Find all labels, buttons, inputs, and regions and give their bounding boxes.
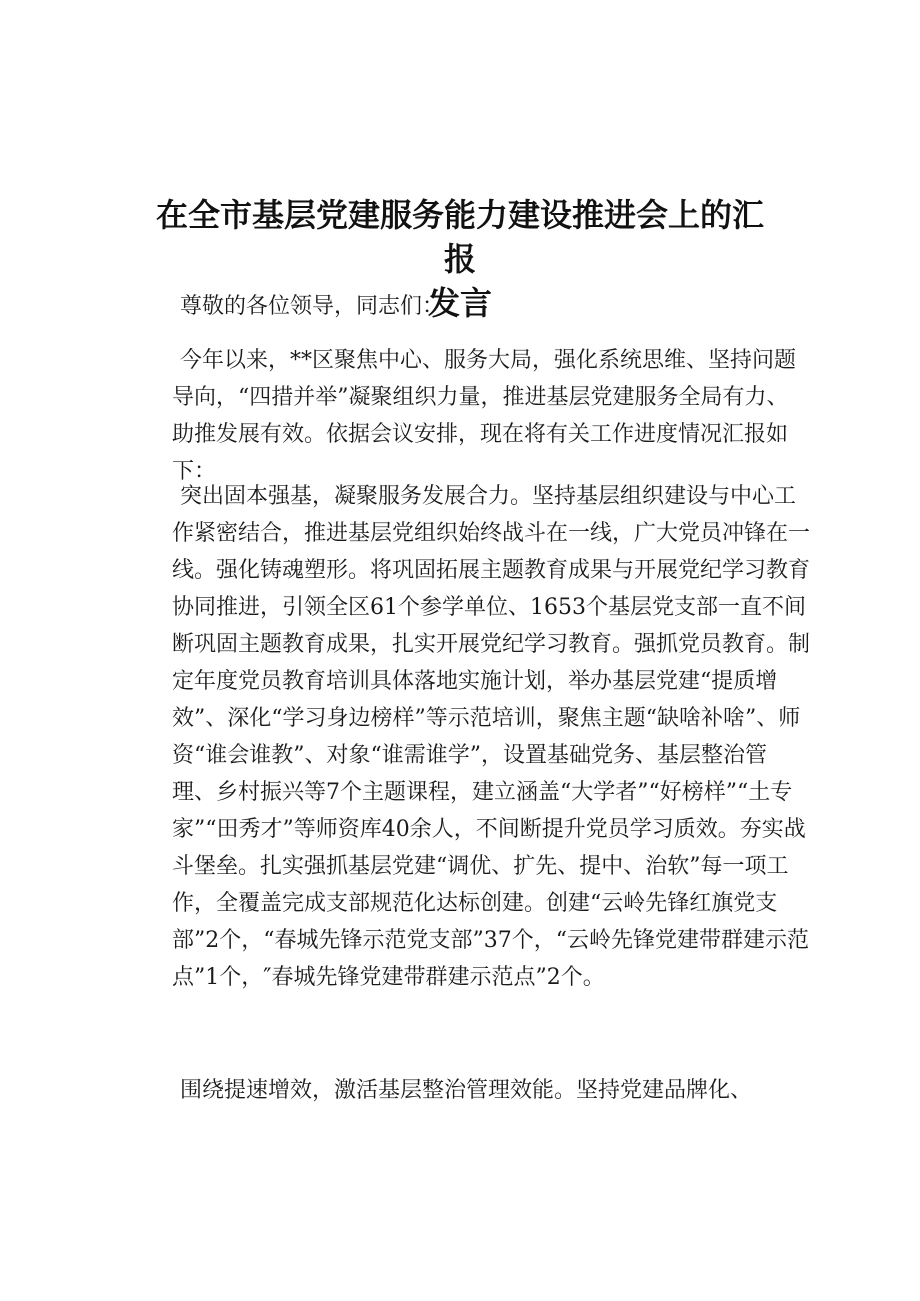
title-line-2: 发言 [427,284,492,322]
paragraph-section-1: 突出固本强基，凝聚服务发展合力。坚持基层组织建设与中心工作紧密结合，推进基层党组织始终战斗在一线，广大党员冲锋在一线。强化铸魂塑形。将巩固拓展主题教育成果与开展党纪学习教育协同推进，引领全区61个参学单位、1653个基层党支部一直不间断巩固主题教育成果，扎实开展党纪学习教育。强抓党员教育。制定年度党员教育培训具体落地实施计划，举办基层党建“提质增效”、深化“学习身边榜样”等示范培训，聚焦主题“缺啥补啥”、师资“谁会谁教”、对象“谁需谁学”，设置基础党务、基层整治管理、乡村振兴等7个主题课程，建立涵盖“大学者”“好榜样”“土专家”“田秀才”等师资库40余人，不间断提升党员学习质效。夯实战斗堡垒。扎实强抓基层党建“调优、扩先、提中、治软”每一项工作，全覆盖完成支部规范化达标创建。创建“云岭先锋红旗党支部”2个，“春城先锋示范党支部”37个，“云岭先锋党建带群建示范点”1个，″春城先锋党建带群建示范点”2个。 [172,484,811,990]
paragraph-section-2: 围绕提速增效，激活基层整治管理效能。坚持党建品牌化、 [180,1078,753,1103]
title-line-1: 在全市基层党建服务能力建设推进会上的汇报 [155,196,764,278]
paragraph-intro: 今年以来，**区聚焦中心、服务大局，强化系统思维、坚持问题导向，“四措并举”凝聚组织力量，推进基层党建服务全局有力、助推发展有效。依据会议安排，现在将有关工作进度情况汇报如下： [172,348,797,484]
salutation: 尊敬的各位领导，同志们： [180,294,445,319]
